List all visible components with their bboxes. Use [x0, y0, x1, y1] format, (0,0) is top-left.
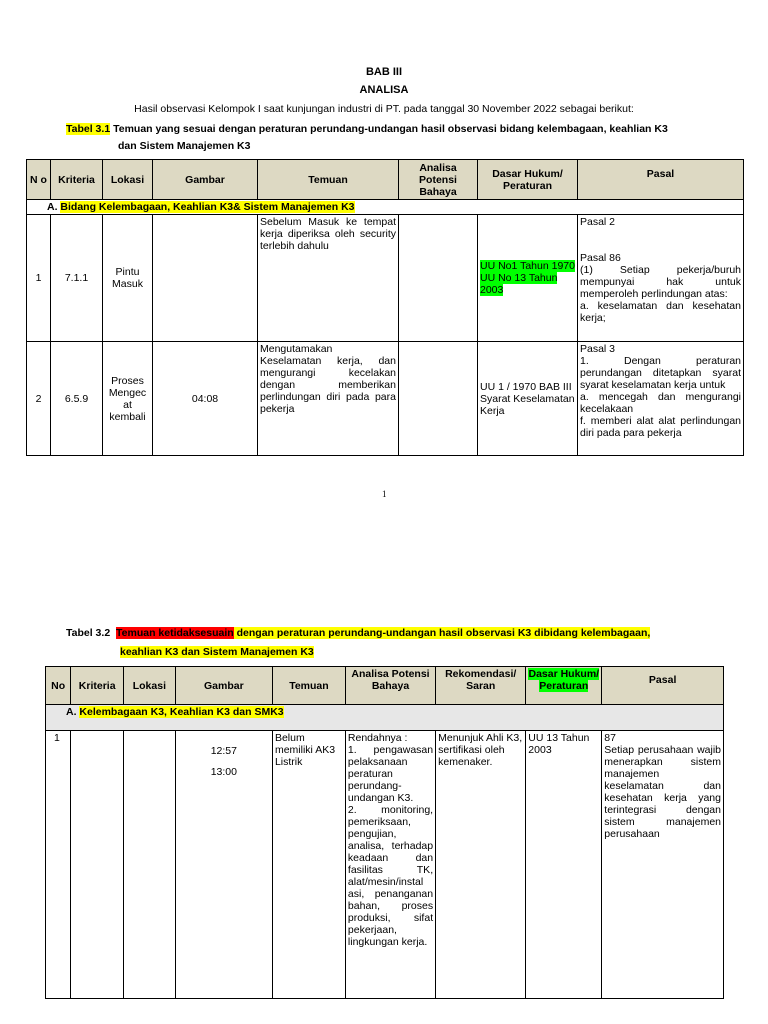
article-cell [602, 731, 724, 999]
article-text: a. mencegah dan mengurangi kecelakaan [580, 391, 741, 415]
article-text: f. memberi alat alat perlindungan diri pada para pekerja [580, 415, 741, 439]
finding-cell: Belum memiliki AK3 Listrik [272, 731, 345, 999]
article-text: (1) Setiap pekerja/buruh mempunyai hak untuk memperoleh perlindungan atas: [580, 264, 741, 300]
header-cell: Kriteria [51, 160, 103, 200]
header-cell: No [46, 667, 71, 705]
chapter-heading: BAB III [365, 66, 403, 78]
table-3-2-title-line2: keahlian K3 dan Sistem Manajemen K3 [120, 646, 314, 658]
finding-cell: Sebelum Masuk ke tempat kerja diperiksa oleh security terlebih dahulu [258, 215, 399, 342]
section-cell [27, 200, 744, 215]
article-heading-2: Pasal 86 [580, 252, 621, 264]
row-number: 1 [27, 215, 51, 342]
header-cell: Gambar [153, 160, 258, 200]
location-cell [124, 731, 176, 999]
header-cell: Analisa Potensi Bahaya [399, 160, 478, 200]
image-timestamp: 13:00 [210, 766, 237, 778]
criteria-cell: 6.5.9 [51, 342, 103, 456]
legal-basis-cell: UU 13 Tahun 2003 [526, 731, 602, 999]
image-timestamp: 12:57 [210, 745, 237, 757]
recommendation-cell: Menunjuk Ahli K3, sertifikasi oleh kemenaker. [436, 731, 526, 999]
table-3-1-caption [66, 121, 746, 138]
section-title: Kelembagaan K3, Keahlian K3 dan SMK3 [79, 706, 284, 718]
header-cell: Temuan [272, 667, 345, 705]
section-title: Bidang Kelembagaan, Keahlian K3& Sistem Manajemen K3 [60, 201, 355, 213]
table-3-2-title-red: Temuan ketidaksesuain [116, 627, 234, 639]
article-heading: Pasal 2 [580, 216, 616, 228]
criteria-cell: 7.1.1 [51, 215, 103, 342]
legal-basis-2: UU No 13 Tahun 2003 [480, 272, 558, 296]
image-cell: 04:08 [153, 342, 258, 456]
header-cell: Temuan [258, 160, 399, 200]
article-heading: Pasal 3 [580, 343, 616, 355]
section-letter: A. [66, 706, 77, 718]
header-cell: N o [27, 160, 51, 200]
image-cell [153, 215, 258, 342]
table-3-1-title-line2: dan Sistem Manajemen K3 [118, 140, 251, 152]
table-header-row [46, 667, 724, 705]
legal-basis-cell [478, 215, 578, 342]
table-3-2-title: dengan peraturan perundang-undangan hasil observasi K3 dibidang kelembagaan, [233, 627, 651, 639]
table-3-2-label: Tabel 3.2 [66, 627, 111, 639]
finding-cell: Mengutamakan Keselamatan kerja, dan mengurangi kecelakan dengan memberikan perlindungan diri pada para pekerja [258, 342, 399, 456]
header-legal-basis: Dasar Hukum/ Peraturan [528, 668, 600, 692]
table-3-2 [45, 666, 724, 999]
article-heading: 87 [604, 732, 616, 744]
image-cell [175, 731, 272, 999]
legal-basis-cell: UU 1 / 1970 BAB III Syarat Keselamatan Kerja [478, 342, 578, 456]
header-cell: Lokasi [124, 667, 176, 705]
header-cell: Analisa Potensi Bahaya [345, 667, 435, 705]
header-cell: Gambar [175, 667, 272, 705]
chapter-title: ANALISA [359, 84, 409, 96]
header-cell: Pasal [602, 667, 724, 705]
table-header-row [27, 160, 744, 200]
article-text: Setiap perusahaan wajib menerapkan sistem manajemen keselamatan dan kesehatan kerja yang terintegrasi dengan sistem manajemen perusahaan [604, 744, 721, 840]
row-number: 2 [27, 342, 51, 456]
table-row [46, 731, 724, 999]
table-row [27, 342, 744, 456]
analysis-cell [399, 215, 478, 342]
location-cell: Pintu Masuk [103, 215, 153, 342]
section-row [27, 200, 744, 215]
analysis-cell [345, 731, 435, 999]
location-cell: Proses Mengec at kembali [103, 342, 153, 456]
table-3-1 [26, 159, 744, 456]
intro-text: Hasil observasi Kelompok I saat kunjungan industri di PT. pada tanggal 30 November 2022 sebagai berikut: [134, 103, 634, 115]
header-cell: Pasal [578, 160, 744, 200]
section-letter: A. [47, 201, 58, 213]
header-cell: Dasar Hukum/ Peraturan [478, 160, 578, 200]
analysis-text: 1. pengawasan pelaksanaan peraturan perundang-undangan K3. [347, 744, 434, 804]
analysis-text: 2. monitoring, pemeriksaan, pengujian, analisa, terhadap keadaan dan fasilitas TK, alat/mesin/instal asi, penanganan bahan, proses produksi, sifat pekerjaan, lingkungan kerja. [347, 804, 434, 948]
section-row [46, 705, 724, 731]
table-3-1-label: Tabel 3.1 [66, 123, 111, 135]
table-3-2-title-line2-wrap [120, 644, 314, 661]
article-text: a. keselamatan dan kesehatan kerja; [580, 300, 741, 324]
header-cell: Kriteria [71, 667, 124, 705]
table-3-1-title: Temuan yang sesuai dengan peraturan perundang-undangan hasil observasi bidang kelembagaan, keahlian K3 [113, 123, 668, 135]
article-cell [578, 342, 744, 456]
article-text: 1. Dengan peraturan perundangan ditetapkan syarat syarat keselamatan kerja untuk [580, 355, 741, 391]
table-3-2-caption [66, 625, 706, 642]
table-row [27, 215, 744, 342]
row-number: 1 [46, 731, 71, 999]
article-cell [578, 215, 744, 342]
criteria-cell [71, 731, 124, 999]
header-cell [526, 667, 602, 705]
header-cell: Lokasi [103, 160, 153, 200]
analysis-text: Rendahnya : [347, 732, 408, 744]
analysis-cell [399, 342, 478, 456]
header-cell: Rekomendasi/ Saran [436, 667, 526, 705]
legal-basis-1: UU No1 Tahun 1970 [480, 260, 575, 272]
section-cell [46, 705, 724, 731]
page-number: 1 [382, 489, 387, 499]
